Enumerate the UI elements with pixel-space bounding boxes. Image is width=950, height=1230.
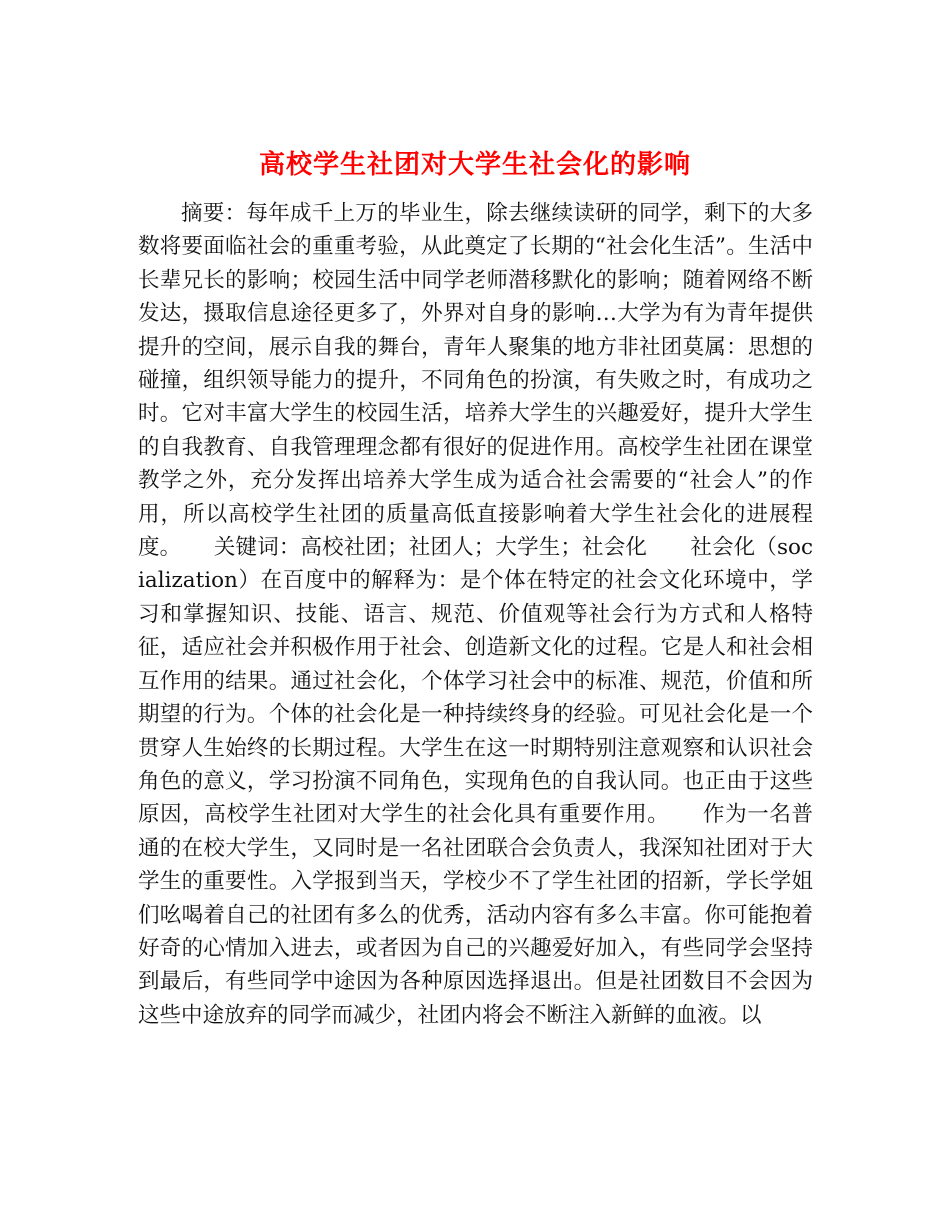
document-title: 高校学生社团对大学生社会化的影响	[258, 150, 691, 181]
document-body-paragraph: 摘要：每年成千上万的毕业生，除去继续读研的同学，剩下的大多数将要面临社会的重重考验，从此奠定了长期的“社会化生活”。生活中长辈兄长的影响；校园生活中同学老师潜移默化的影响；随着网络不断发达，摄取信息途径更多了，外界对自身的影响…大学为有为青年提供提升的空间，展示自我的舞台，青年人聚集的地方非社团莫属：思想的碰撞，组织领导能力的提升，不同角色的扮演，有失败之时，有成功之时。它对丰富大学生的校园生活，培养大学生的兴趣爱好，提升大学生的自我教育、自我管理理念都有很好的促进作用。高校学生社团在课堂教学之外，充分发挥出培养大学生成为适合社会需要的“社会人”的作用，所以高校学生社团的质量高低直接影响着大学生社会化的进展程度。 关键词：高校社团；社团人；大学生；社会化 社会化（socialization）在百度中的解释为：是个体在特定的社会文化环境中，学习和掌握知识、技能、语言、规范、价值观等社会行为方式和人格特征，适应社会并积极作用于社会、创造新文化的过程。它是人和社会相互作用的结果。通过社会化，个体学习社会中的标准、规范，价值和所期望的行为。个体的社会化是一种持续终身的经验。可见社会化是一个贯穿人生始终的长期过程。大学生在这一时期特别注意观察和认识社会角色的意义，学习扮演不同角色，实现角色的自我认同。也正由于这些原因，高校学生社团对大学生的社会化具有重要作用。 作为一名普通的在校大学生，又同时是一名社团联合会负责人，我深知社团对于大学生的重要性。入学报到当天，学校少不了学生社团的招新，学长学姐们吆喝着自己的社团有多么的优秀，活动内容有多么丰富。你可能抱着好奇的心情加入进去，或者因为自己的兴趣爱好加入，有些同学会坚持到最后，有些同学中途因为各种原因选择退出。但是社团数目不会因为这些中途放弃的同学而减少，社团内将会不断注入新鲜的血液。以	[138, 201, 813, 1028]
